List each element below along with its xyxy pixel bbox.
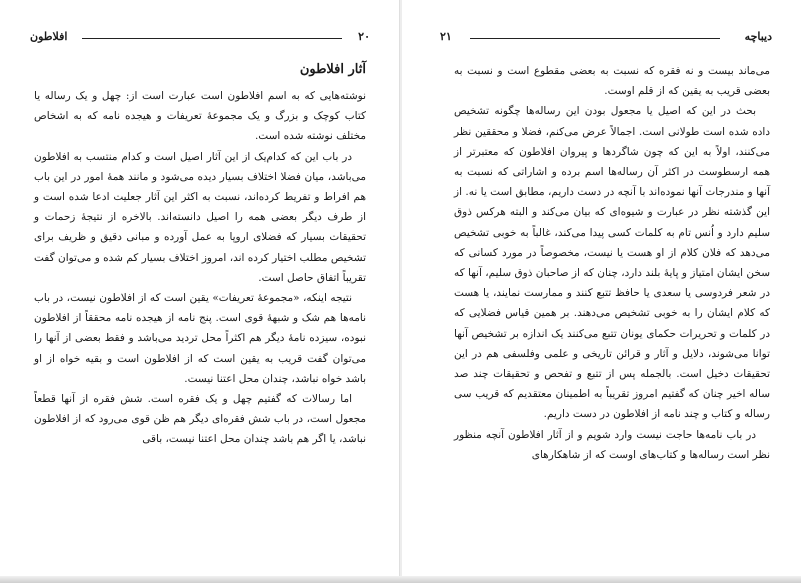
paragraph: اما رسالات که گفتیم چهل و یک فقره است. شش فقره از آنها قطعاً مجعول است، در باب شش فقره‌ای دیگر هم ظن قوی می‌رود که از افلاطون نباشد، یا اگر هم باشد چندان محل اعتنا نیست، باقی (34, 393, 366, 446)
page-number: ۲۰ (358, 30, 370, 43)
running-head-title: دیباچه (744, 30, 772, 43)
paragraph: می‌ماند بیست و نه فقره که نسبت به بعضی مقطوع است و نسبت به بعضی قریب به یقین که از قلم اوست. (454, 65, 770, 98)
right-page (402, 0, 801, 583)
paragraph: نتیجه اینکه، «مجموعهٔ تعریفات» یقین است که از افلاطون نیست، در باب نامه‌ها هم شک و شبههٔ قوی است. پنج نامه از هیجده نامه محققاً از افلاطون نبوده، سیزده نامهٔ دیگر هم اکثراً محل تردید می‌باشد و فقط بعضی از آنها را می‌توان گفت قریب به یقین است که از افلاطون است و بقیه خواه از او باشد خواه نباشد، چندان محل اعتنا نیست. (34, 292, 366, 385)
left-page (0, 0, 400, 583)
paragraph: نوشته‌هایی که به اسم افلاطون است عبارت است از: چهل و یک رساله یا کتاب کوچک و بزرگ و یک مجموعهٔ تعریفات و هیجده نامه که به اشخاص مختلف نوشته شده است. (34, 90, 366, 143)
paragraph: در باب نامه‌ها حاجت نیست وارد شویم و از آثار افلاطون آنچه منظور نظر است رساله‌ها و کتاب‌های اوست که از شاهکارهای (454, 428, 770, 461)
running-head-title: افلاطون (30, 30, 68, 43)
right-body-text (454, 61, 770, 465)
left-body-text (34, 86, 366, 450)
header-rule (82, 38, 342, 39)
right-running-head (440, 30, 772, 46)
paragraph: در باب این که کدام‌یک از این آثار اصیل است و کدام منتسب به افلاطون می‌باشد، میان فضلا اختلاف بسیار دیده می‌شود و مانند همهٔ امور در این باب هم افراط و تفریط کرده‌اند، نسبت به اکثر این آثار جعلیت ادعا شده است و از طرف دیگر بعضی همه را اصیل دانسته‌اند. بالاخره از نتیجهٔ زحمات و تحقیقات بسیار که فضلای اروپا به عمل آورده و مبانی دقیق و ظریف برای تشخیص مطلب اختیار کرده اند، امروز اختلاف بسیار کم شده و می‌توان گفت تقریباً اتفاق حاصل است. (34, 150, 366, 284)
page-edge (0, 576, 801, 583)
left-running-head (30, 30, 370, 46)
paragraph: بحث در این که اصیل یا مجعول بودن این رساله‌ها چگونه تشخیص داده شده است طولانی است. اجمالاً عرض می‌کنم، فضلا و محققین نظر می‌کنند، اولاً به این که چون شاگردها و پیروان افلاطون که معتبرتر از همه ارسطوست در اکثر آن رساله‌ها اسم برده و اشاراتی که نسبت به آنها و مندرجات آنها نموده‌اند با آنچه در دست داریم، مطابق است یا نه. از این گذشته نظر در عبارت و شیوه‌ای که بیان می‌کند و البته هرکس ذوق سلیم دارد و اُنس تام به کلمات کسی پیدا می‌کند، غالباً به خوبی تشخیص می‌دهد که فلان کلام از او هست یا نیست، مخصوصاً در مورد کسانی که سخن ایشان امتیاز و پایهٔ بلند دارد، چنان که از صاحبان ذوق سلیم، آنها که در شعر فردوسی یا سعدی یا حافظ تتبع کنند و ممارست نمایند، یا هست که کلام ایشان را به خوبی تشخیص می‌دهند. بر همین قیاس فضلایی که در کلمات و تحریرات حکمای یونان تتبع می‌کنند یک اندازه بر تشخیص آنها توانا می‌شوند، دلایل و آثار و قرائن تاریخی و علمی وفلسفی هم در این تحقیقات دخیل است. بالجمله پس از تتبع و تفحص و تحقیقات چند صد ساله اخیر چنان که گفتیم امروز تقریباً به اطمینان معتقدیم که قریب سی رساله و کتاب و چند نامه از افلاطون در دست داریم. (454, 105, 770, 421)
header-rule (470, 38, 720, 39)
section-heading: آثار افلاطون (299, 62, 366, 77)
page-number: ۲۱ (440, 30, 452, 43)
